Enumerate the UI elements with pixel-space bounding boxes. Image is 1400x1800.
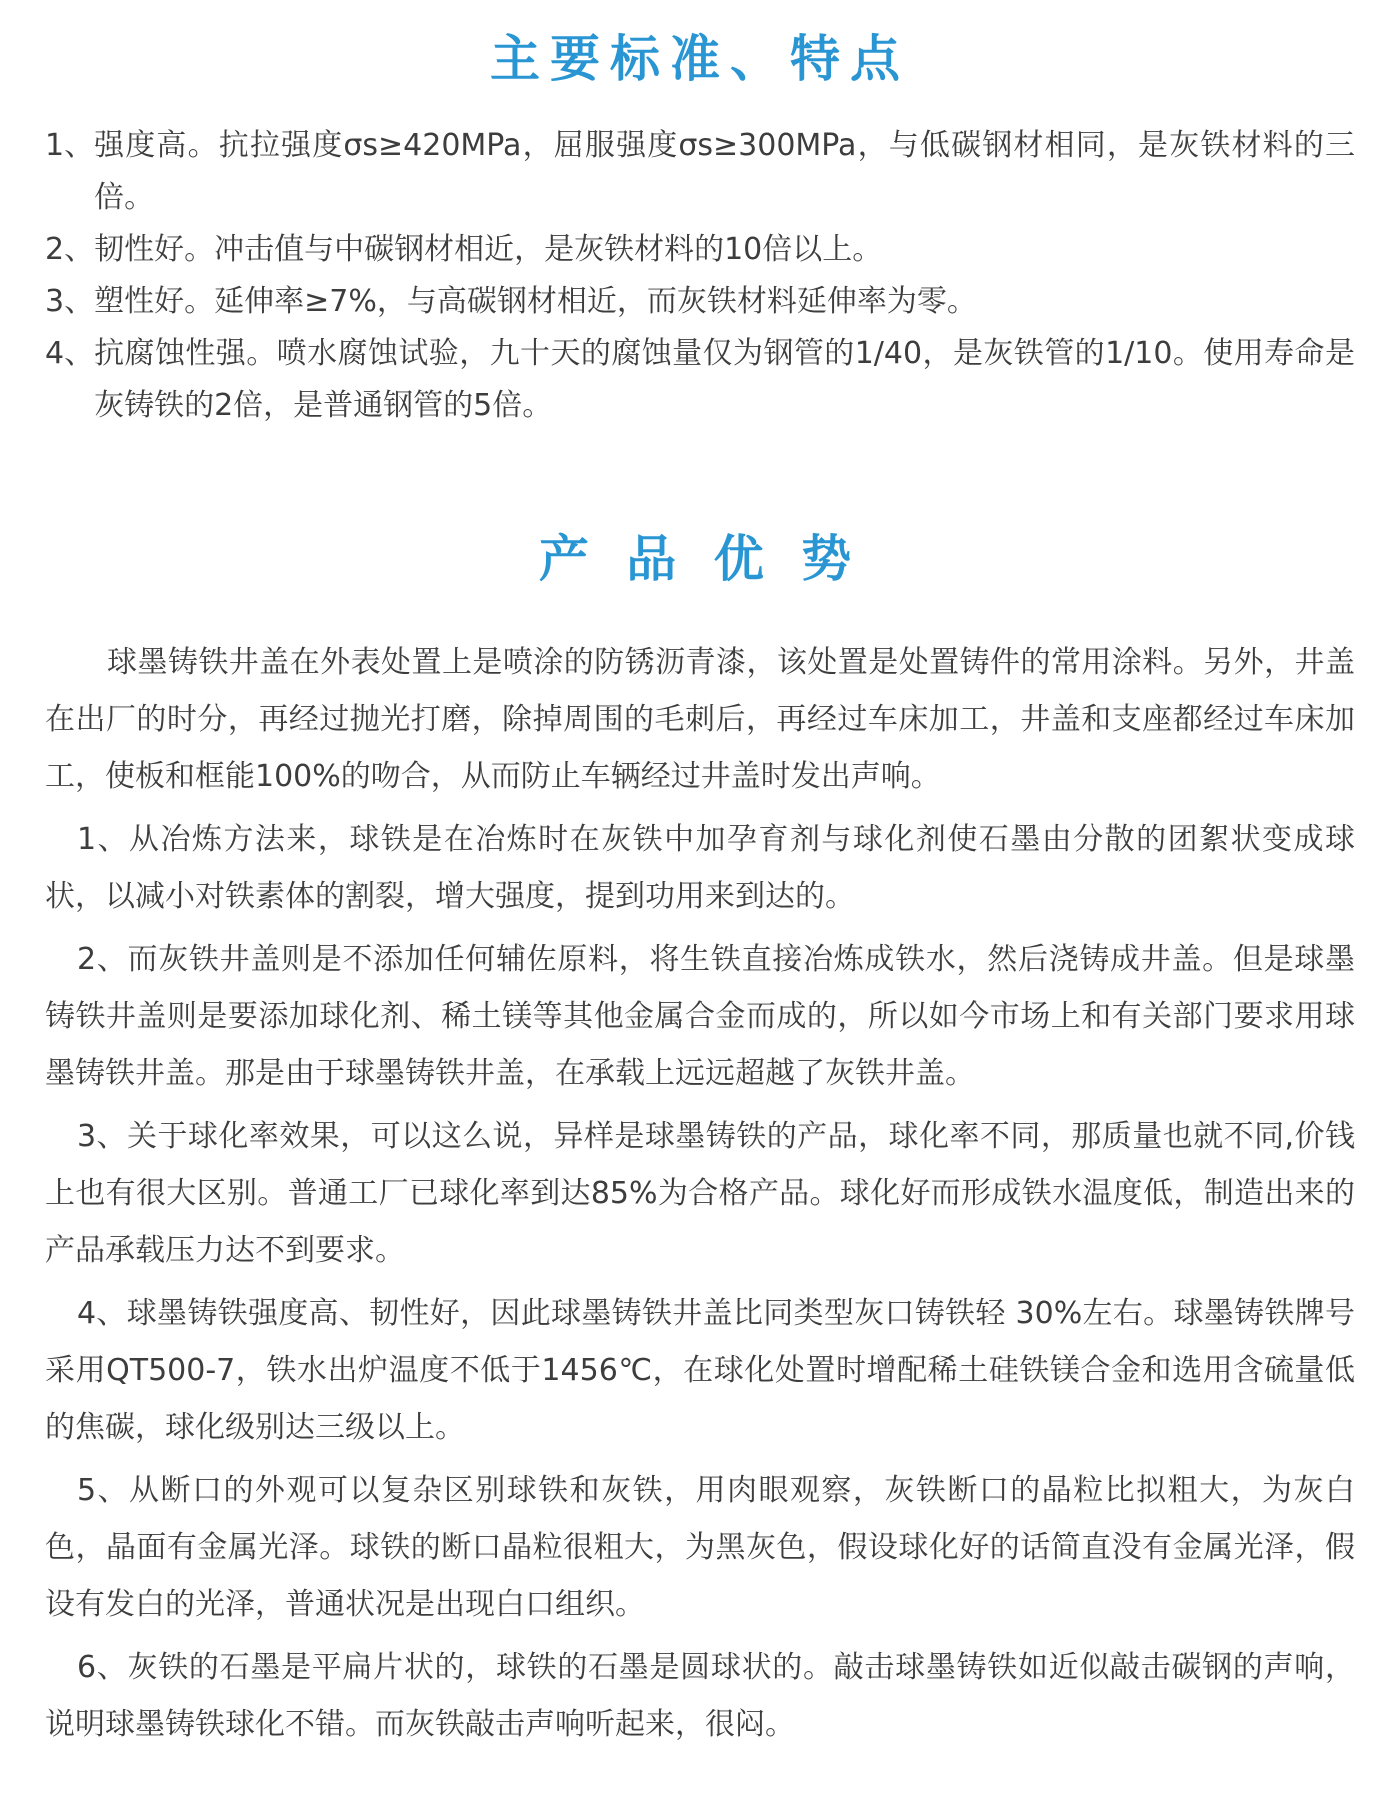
product-advantages-title: 产 品 优 势 [538, 530, 862, 588]
list-item [45, 276, 1355, 328]
list-item [45, 120, 1355, 224]
list-item [45, 328, 1355, 432]
list-item-number: 3、 [45, 284, 95, 319]
list-item-number: 4、 [45, 336, 95, 371]
paragraph: 5、从断口的外观可以复杂区别球铁和灰铁，用肉眼观察，灰铁断口的晶粒比拟粗大，为灰白色，晶面有金属光泽。球铁的断口晶粒很粗大，为黑灰色，假设球化好的话简直没有金属光泽，假设有发白的光泽，普通状况是出现白口组织。 [45, 1473, 1355, 1622]
product-advantages-body [45, 634, 1355, 1753]
paragraph: 4、球墨铸铁强度高、韧性好，因此球墨铸铁井盖比同类型灰口铸铁轻 30%左右。球墨铸铁牌号采用QT500-7，铁水出炉温度不低于1456℃，在球化处置时增配稀土硅铁镁合金和选用含硫量低的焦碳，球化级别达三级以上。 [45, 1296, 1355, 1445]
standards-features-title: 主要标准、特点 [490, 30, 910, 88]
list-item-text: 强度高。抗拉强度σs≥420MPa，屈服强度σs≥300MPa，与低碳钢材相同，是灰铁材料的三倍。 [94, 128, 1355, 215]
list-item-text: 塑性好。延伸率≥7%，与高碳钢材相近，而灰铁材料延伸率为零。 [94, 284, 977, 319]
list-item [45, 224, 1355, 276]
list-item-number: 1、 [45, 128, 95, 163]
paragraph: 球墨铸铁井盖在外表处置上是喷涂的防锈沥青漆，该处置是处置铸件的常用涂料。另外，井盖在出厂的时分，再经过抛光打磨，除掉周围的毛刺后，再经过车床加工，井盖和支座都经过车床加工，使板和框能100%的吻合，从而防止车辆经过井盖时发出声响。 [45, 645, 1355, 794]
paragraph: 2、而灰铁井盖则是不添加任何辅佐原料，将生铁直接冶炼成铁水，然后浇铸成井盖。但是球墨铸铁井盖则是要添加球化剂、稀土镁等其他金属合金而成的，所以如今市场上和有关部门要求用球墨铸铁井盖。那是由于球墨铸铁井盖，在承载上远远超越了灰铁井盖。 [45, 942, 1355, 1091]
list-item-text: 抗腐蚀性强。喷水腐蚀试验，九十天的腐蚀量仅为钢管的1/40，是灰铁管的1/10。使用寿命是灰铸铁的2倍，是普通钢管的5倍。 [94, 336, 1355, 423]
paragraph: 3、关于球化率效果，可以这么说，异样是球墨铸铁的产品，球化率不同，那质量也就不同,价钱上也有很大区别。普通工厂已球化率到达85%为合格产品。球化好而形成铁水温度低，制造出来的产品承载压力达不到要求。 [45, 1119, 1355, 1268]
paragraph: 1、从冶炼方法来，球铁是在冶炼时在灰铁中加孕育剂与球化剂使石墨由分散的团絮状变成球状，以减小对铁素体的割裂，增大强度，提到功用来到达的。 [45, 822, 1355, 914]
standards-features-list [45, 120, 1355, 432]
paragraph: 6、灰铁的石墨是平扁片状的，球铁的石墨是圆球状的。敲击球墨铸铁如近似敲击碳钢的声响，说明球墨铸铁球化不错。而灰铁敲击声响听起来，很闷。 [45, 1650, 1355, 1742]
list-item-number: 2、 [45, 232, 95, 267]
list-item-text: 韧性好。冲击值与中碳钢材相近，是灰铁材料的10倍以上。 [94, 232, 883, 267]
